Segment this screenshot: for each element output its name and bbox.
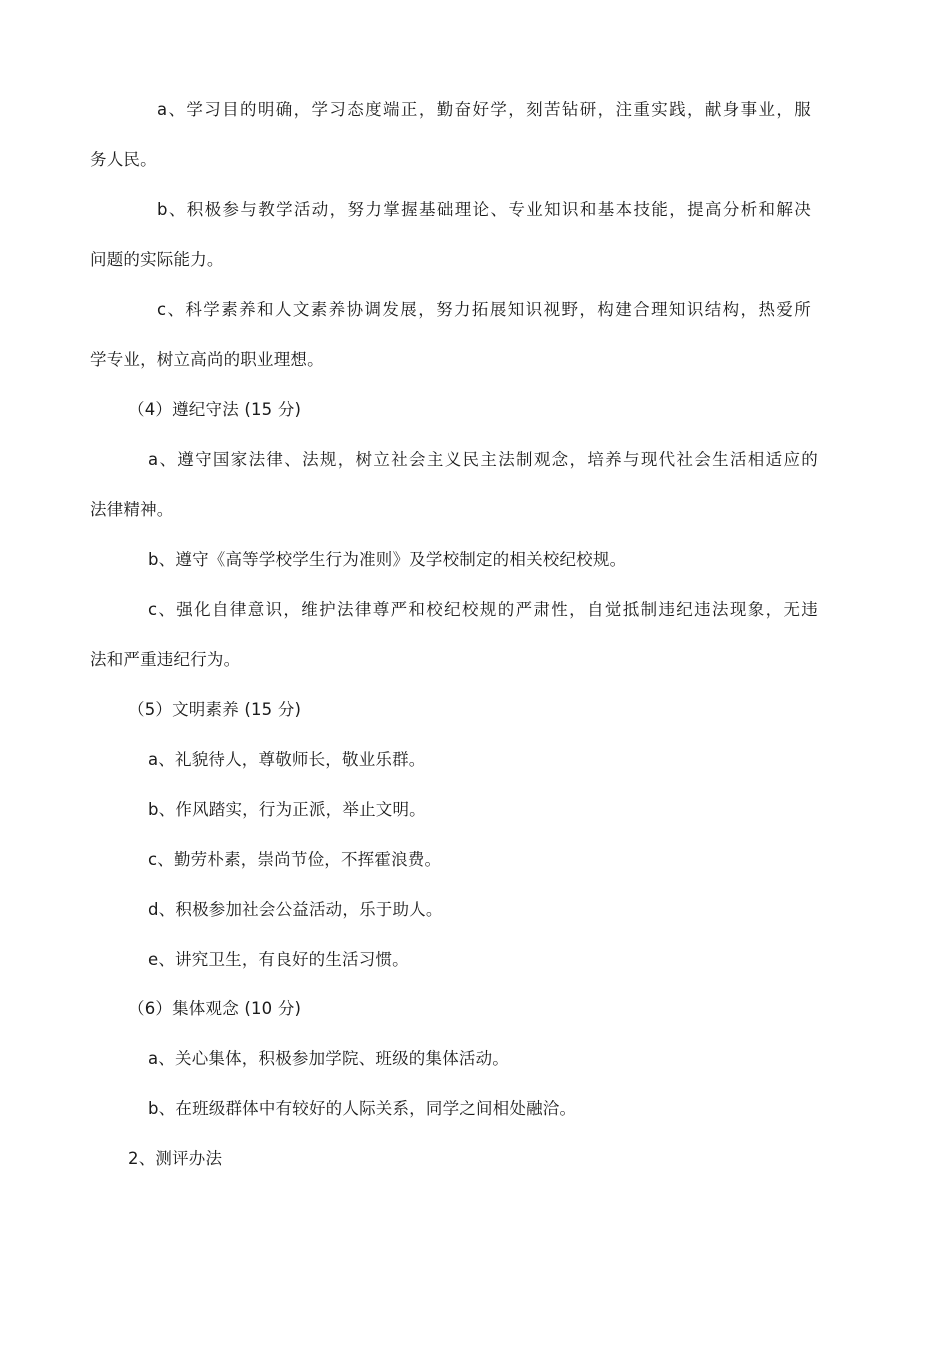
section-2-evaluation-method: 2、测评办法 xyxy=(128,1149,223,1168)
item-b-collective: b、在班级群体中有较好的人际关系，同学之间相处融洽。 xyxy=(148,1099,577,1118)
item-a-study-line1: a、学习目的明确，学习态度端正，勤奋好学，刻苦钻研，注重实践，献身事业，服 xyxy=(157,100,811,119)
item-b-civility: b、作风踏实，行为正派，举止文明。 xyxy=(148,800,426,819)
item-a-study-line2: 务人民。 xyxy=(90,150,157,169)
item-c-study-line2: 学专业，树立高尚的职业理想。 xyxy=(90,350,324,369)
item-b-law: b、遵守《高等学校学生行为准则》及学校制定的相关校纪校规。 xyxy=(148,550,627,569)
item-a-collective: a、关心集体，积极参加学院、班级的集体活动。 xyxy=(148,1049,510,1068)
item-a-law-line2: 法律精神。 xyxy=(90,500,174,519)
item-a-law-line1: a、遵守国家法律、法规，树立社会主义民主法制观念，培养与现代社会生活相适应的 xyxy=(148,450,818,469)
item-e-civility: e、讲究卫生，有良好的生活习惯。 xyxy=(148,950,409,969)
item-b-study-line2: 问题的实际能力。 xyxy=(90,250,224,269)
item-c-civility: c、勤劳朴素，崇尚节俭，不挥霍浪费。 xyxy=(148,850,442,869)
item-c-law-line2: 法和严重违纪行为。 xyxy=(90,650,241,669)
section-6-heading: （6）集体观念 (10 分) xyxy=(128,999,302,1018)
section-4-heading: （4）遵纪守法 (15 分) xyxy=(128,400,302,419)
item-a-civility: a、礼貌待人，尊敬师长，敬业乐群。 xyxy=(148,750,426,769)
item-d-civility: d、积极参加社会公益活动，乐于助人。 xyxy=(148,900,443,919)
item-c-study-line1: c、科学素养和人文素养协调发展，努力拓展知识视野，构建合理知识结构，热爱所 xyxy=(157,300,811,319)
item-b-study-line1: b、积极参与教学活动，努力掌握基础理论、专业知识和基本技能，提高分析和解决 xyxy=(157,200,811,219)
item-c-law-line1: c、强化自律意识，维护法律尊严和校纪校规的严肃性，自觉抵制违纪违法现象，无违 xyxy=(148,600,818,619)
section-5-heading: （5）文明素养 (15 分) xyxy=(128,700,302,719)
